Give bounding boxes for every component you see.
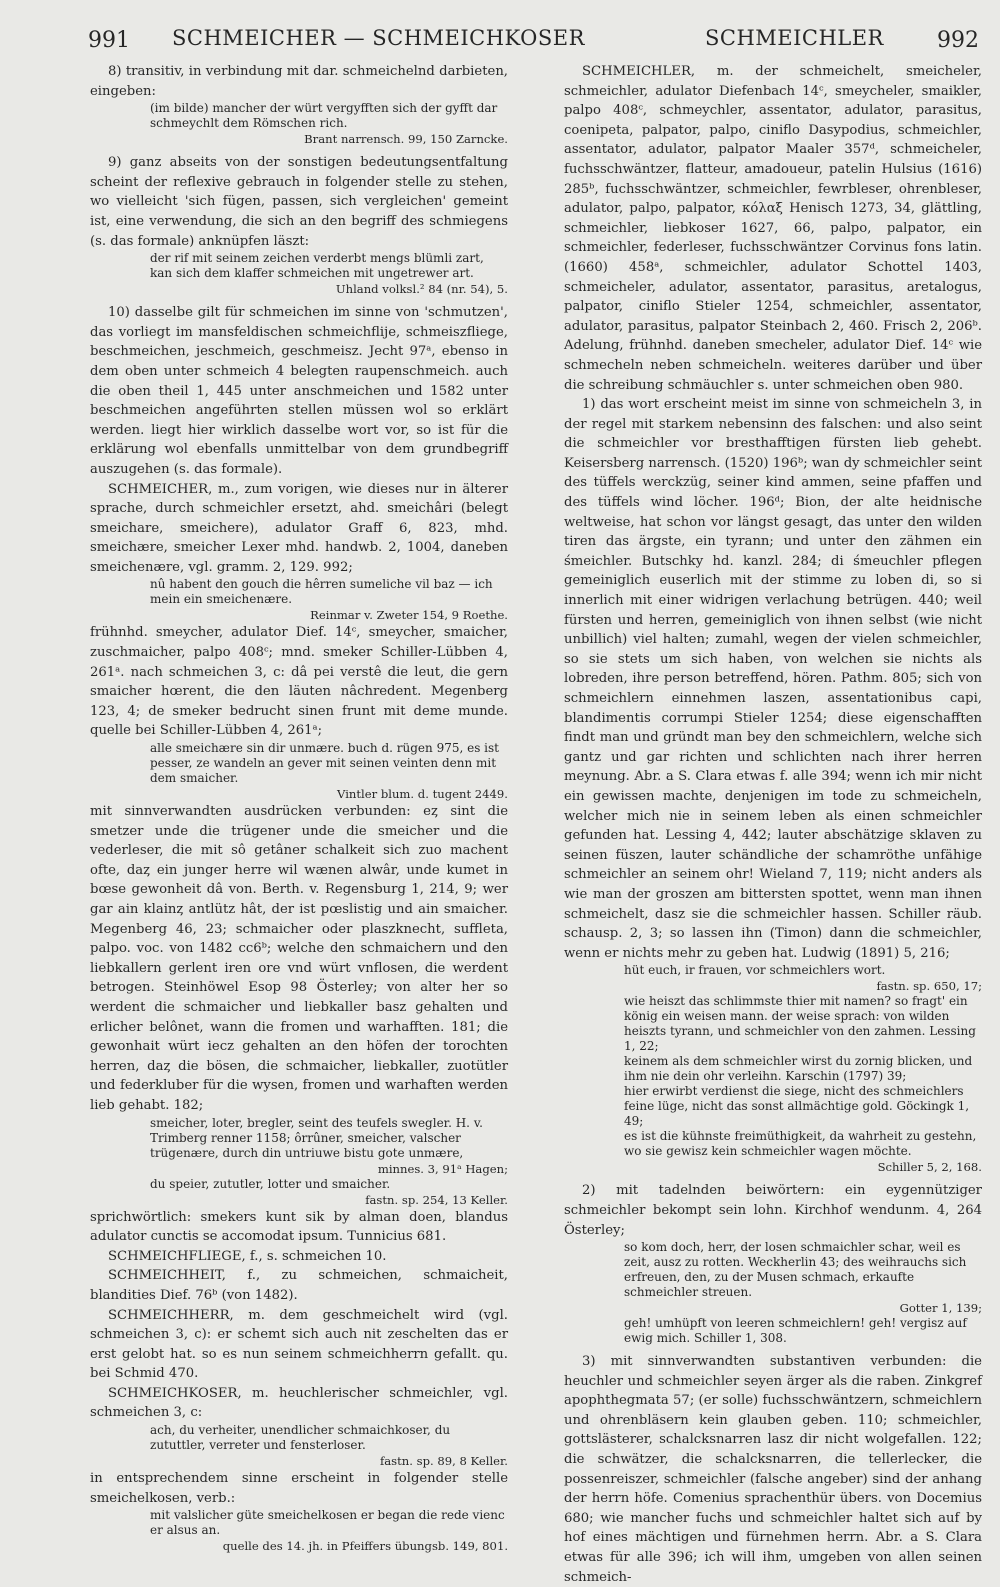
paragraph: SCHMEICHER, m., zum vorigen, wie dieses nur in älterer sprache, durch schmeichler ersetzt, ahd. smeichâri (belegt smeichare, smeichere), adulator Graff 6, 823, mhd. smeichære, smeicher Lexer mhd. handwb. 2, 1004, daneben smeichenære, vgl. gramm. 2, 129. 992; — [90, 481, 508, 575]
citation: Vintler blum. d. tugent 2449. — [337, 787, 508, 802]
paragraph: 2) mit tadelnden beiwörtern: ein eygennütziger schmeichler bekompt sein lohn. Kirchhof wendunm. 4, 264 Österley; — [564, 1183, 982, 1238]
paragraph: 9) ganz abseits von der sonstigen bedeutungsentfaltung scheint der reflexive gebrauch in folgender stelle zu stehen, wo vielleicht 'sich fügen, passen, sich vergleichen' gemeint ist, eine verwendung, die sich an den begriff des schmiegens (s. das formale) anknüpfen läszt: — [90, 155, 508, 249]
paragraph: SCHMEICHLER, m. der schmeichelt, smeicheler, schmeichler, adulator Diefenbach 14ᶜ, smeycheler, smaikler, palpo 408ᶜ, schmeychler, assentator, adulator, parasitus, coenipeta, palpator, palpo, ciniflo Dasypodius, schmeichler, assentator, adulator, palpator Maaler 357ᵈ, schmeicheler, fuchsschwäntzer, flatteur, amadoueur, patelin Hulsius (1616) 285ᵇ, fuchsschwäntzer, schmeichler, fewrbleser, ohrenbleser, adulator, palpo, palpator, κόλαξ Henisch 1273, 34, glättling, schmeichler, liebkoser 1627, 66, palpo, palpator, ein schmeichler, federleser, fuchsschwäntzer Corvinus fons latin. (1660) 458ᵃ, schmeichler, adulator Schottel 1403, schmeicheler, adulator, assentator, parasitus, aretalogus, palpator, ciniflo Stieler 1254, schmeichler, assentator, adulator, parasitus, palpator Steinbach 2, 460. Frisch 2, 206ᵇ. Adelung, frühnhd. daneben smecheler, adulator Dief. 14ᶜ wie schmecheln neben schmeicheln. weiteres darüber und über die schreibung schmäuchler s. unter schmeichen oben 980. — [564, 64, 982, 393]
quotation: (im bilde) mancher der würt vergyfften sich der gyfft dar schmeychlt dem Römschen rich. — [150, 101, 498, 131]
citation: Uhland volksl.² 84 (nr. 54), 5. — [335, 282, 508, 297]
paragraph: 8) transitiv, in verbindung mit dar. schmeichelnd darbieten, eingeben: — [90, 64, 508, 99]
quotation: ach, du verheiter, unendlicher schmaichkoser, du zututtler, verreter und fensterloser. — [150, 1423, 451, 1453]
quotation: es ist die kühnste freimüthigkeit, da wahrheit zu gestehn, wo sie gewisz kein schmeichler wagen möchte. — [624, 1129, 977, 1159]
paragraph: SCHMEICHFLIEGE, f., s. schmeichen 10. — [108, 1248, 387, 1264]
paragraph: sprichwörtlich: smekers kunt sik by alman doen, blandus adulator cunctis se accomodat ipsum. Tunnicius 681. — [90, 1209, 508, 1245]
quotation: nû habent den gouch die hêrren sumeliche vil baz — ich mein ein smeichenære. — [150, 577, 493, 607]
citation: minnes. 3, 91ᵃ Hagen; — [377, 1161, 508, 1176]
paragraph: SCHMEICHHERR, m. dem geschmeichelt wird (vgl. schmeichen 3, c): er schemt sich auch nit zeschelten das er erst gelobt hat. so es nun seinem schmeichherrn gefallt. qu. bei Schmid 470. — [90, 1307, 508, 1382]
citation: fastn. sp. 650, 17; — [876, 979, 982, 994]
quotation: keinem als dem schmeichler wirst du zornig blicken, und ihm nie dein ohr verleihn. Karschin (1797) 39; — [624, 1054, 973, 1084]
paragraph: 10) dasselbe gilt für schmeichen im sinne von 'schmutzen', das vorliegt im mansfeldischen schmeichflije, schmeiszfliege, beschmeichen, jeschmeich, geschmeisz. Jecht 97ᵃ, ebenso in dem oben unter schmeich 4 belegten raupenschmeich. auch die oben theil 1, 445 unter anschmeichen und 1582 unter beschmeichen angeführten stellen müssen wol so erklärt werden. liegt hier wirklich dasselbe wort vor, so ist für die erklärung wol ebenfalls unmittelbar von dem grundbegriff auszugehen (s. das formale). — [90, 305, 508, 477]
citation: fastn. sp. 254, 13 Keller. — [365, 1192, 508, 1207]
quotation: mit valslicher güte smeichelkosen er began die rede vienc er alsus an. — [150, 1508, 505, 1538]
quotation: wie heiszt das schlimmste thier mit namen? so fragt' ein könig ein weisen mann. der weise sprach: von wilden heiszts tyrann, und schmeichler von den zahmen. Lessing 1, 22; — [624, 994, 976, 1054]
left-column — [90, 62, 508, 1554]
citation: Schiller 5, 2, 168. — [877, 1160, 982, 1175]
quotation: alle smeichære sin dir unmære. buch d. rügen 975, es ist pesser, ze wandeln an gever mit seinen veinten denn mit dem smaicher. — [150, 741, 499, 786]
paragraph: 3) mit sinnverwandten substantiven verbunden: die heuchler und schmeichler seyen ärger als die raben. Zinkgref apophthegmata 57; (er solle) fuchsschwäntzern, schmeichlern und ohrenbläsern kein glauben geben. 110; schmeichler, gottslästerer, schalcksnarren lasz dir nicht wolgefallen. 122; die schwätzer, die schalcksnarren, die tellerlecker, die possenreiszer, schmeichler (falsche angeber) sind der anhang der herrn höfe. Comenius sprachenthür übers. von Docemius 680; wie mancher fuchs und schmeichler haltet sich auf by hof eines mächtigen und fürnehmen herrn. Abr. a S. Clara etwas für alle 396; ich will ihm, umgeben von allen seinen schmeich- — [564, 1354, 982, 1585]
citation: Brant narrensch. 99, 150 Zarncke. — [304, 132, 508, 147]
right-running-head: SCHMEICHLER — [705, 26, 884, 50]
paragraph: SCHMEICHKOSER, m. heuchlerischer schmeichler, vgl. schmeichen 3, c: — [90, 1385, 508, 1421]
quotation: hier erwirbt verdienst die siege, nicht des schmeichlers feine lüge, nicht das sonst allmächtige gold. Göckingk 1, 49; — [624, 1084, 970, 1129]
right-page-number: 992 — [937, 28, 979, 53]
quotation: so kom doch, herr, der losen schmaichler schar, weil es zeit, ausz zu rotten. Weckherlin 43; des weihrauchs sich erfreuen, den, zu der Musen schmach, erkaufte schmeichler streuen. — [624, 1240, 967, 1300]
paragraph: SCHMEICHHEIT, f., zu schmeichen, schmaicheit, blandities Dief. 76ᵇ (von 1482). — [90, 1268, 508, 1303]
quotation: du speier, zututler, lotter und smaicher. — [150, 1176, 391, 1191]
quotation: smeicher, loter, bregler, seint des teufels swegler. H. v. Trimberg renner 1158; ôrrûner, smeicher, valscher trügenære, durch din untriuwe bistu gote unmære, — [150, 1115, 483, 1160]
left-page-number: 991 — [88, 28, 130, 53]
citation: Gotter 1, 139; — [899, 1301, 982, 1316]
paragraph: in entsprechendem sinne erscheint in folgender stelle smeichelkosen, verb.: — [90, 1471, 508, 1506]
right-column — [564, 62, 982, 1587]
citation: fastn. sp. 89, 8 Keller. — [379, 1454, 508, 1469]
quotation: der rif mit seinem zeichen verderbt mengs blümli zart, kan sich dem klaffer schmeichen mit ungetrewer art. — [150, 251, 484, 281]
citation: quelle des 14. jh. in Pfeiffers übungsb. 149, 801. — [222, 1539, 508, 1554]
paragraph: mit sinnverwandten ausdrücken verbunden: eȥ sint die smetzer unde die trügener unde die smeicher und die vederleser, die mit sô getâner schalkeit sich zuo machent ofte, daȥ ein junger herre wil wænen alwâr, unde kumet in bœse gewonheit dâ von. Berth. v. Regensburg 1, 214, 9; wer gar ain klainȥ antlütz hât, der ist pœslistig und ain smaicher. Megenberg 46, 23; schmaicher oder plaszknecht, suffleta, palpo. voc. von 1482 cc6ᵇ; welche den schmaichern und den liebkallern gerlent iren ore vnd würt vnflosen, die werdent betrogen. Steinhöwel Esop 98 Österley; von alter her so werdent die schmaicher und liebkaller basz gehalten und erlicher belônet, wann die fromen und warhafften. 181; die gewonhait würt iecz gehalten an den höfen der torochten herren, daȥ die bösen, die schmaicher, liebkaller, zuotütler und federkluber für die wysen, fromen und warhaften werden lieb gehabt. 182; — [90, 804, 508, 1113]
paragraph: 1) das wort erscheint meist im sinne von schmeicheln 3, in der regel mit starkem nebensinn des falschen: und also seint die schmeichler vor bresthafftigen fürsten lieb gehebt. Keisersberg narrensch. (1520) 196ᵇ; wan dy schmeichler seint des tüffels werckzüg, seiner kind ammen, seine pfaffen und des tüffels wind löcher. 196ᵈ; Bion, der alte heidnische weltweise, hat schon vor längst gesagt, das unter den wilden tiren das ärgste, ein tyrann; und unter den zähmen ein śmeichler. Butschky hd. kanzl. 284; di śmeuchler pflegen gemeiniglich euserlich mit der stimme zu loben di, so si innerlich mit einer widrigen verlachung betrügen. 440; weil fürsten und herren, gemeiniglich von ihnen selbst (wie nicht unbillich) viel halten; zumahl, wegen der vielen schmeichler, so sie stets um sich haben, von welchen sie nichts als lobreden, ihre person betreffend, hören. Pathm. 805; sich von schmeichlern einnehmen laszen, assentationibus capi, blandimentis corrumpi Stieler 1254; diese eigenschafften findt man und gründt man bey den schmeichlern, welche sich gantz und gar richten und schlichten nach ihrer herren meynung. Abr. a S. Clara etwas f. alle 394; wenn ich mir nicht ein gewissen machte, denjenigen im tode zu schmeicheln, welcher mich nie in seinem leben als einen schmeichler gefunden hat. Lessing 4, 442; lauter abschätzige sklaven zu seinen füszen, lauter schändliche der schamröthe unfähige schmeichler an seinem ohr! Wieland 7, 119; nicht anders als wie man der groszen am bittersten spottet, wenn man ihnen schmeichelt, dasz sie die schmeichler hassen. Schiller räub. schausp. 2, 3; so lassen ihn (Timon) dann die schmeichler, wenn er nichts mehr zu geben hat. Ludwig (1891) 5, 216; — [564, 397, 982, 961]
paragraph: frühnhd. smeycher, adulator Dief. 14ᶜ, smeycher, smaicher, zuschmaicher, palpo 408ᶜ; mnd. smeker Schiller-Lübben 4, 261ᵃ. nach schmeichen 3, c: dâ pei verstê die leut, die gern smaicher hœrent, die den läuten nâchredent. Megenberg 123, 4; de smeker bedrucht sinen frunt mit deme munde. quelle bei Schiller-Lübben 4, 261ᵃ; — [90, 625, 508, 739]
quotation: hüt euch, ir frauen, vor schmeichlers wort. — [624, 963, 886, 978]
citation: Reinmar v. Zweter 154, 9 Roethe. — [310, 608, 508, 623]
left-running-head: SCHMEICHER — SCHMEICHKOSER — [172, 26, 585, 50]
quotation: geh! umhüpft von leeren schmeichlern! geh! vergisz auf ewig mich. Schiller 1, 308. — [624, 1316, 967, 1346]
